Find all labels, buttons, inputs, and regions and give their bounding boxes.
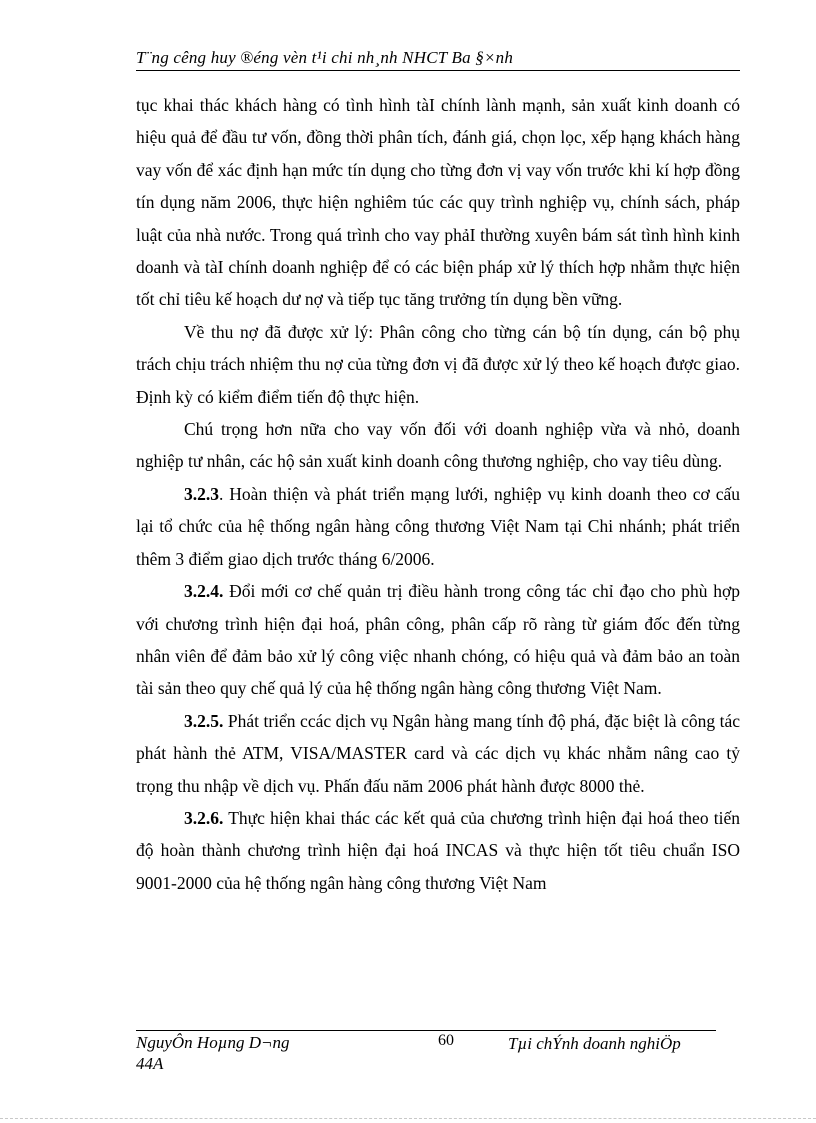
section-text-3-2-5: Phát triển ccác dịch vụ Ngân hàng mang tính độ phá, đặc biệt là công tác phát hành thẻ ATM, VISA/MASTER card và các dịch vụ khác nhằm nâng cao tỷ trọng thu nhập về dịch vụ. Phấn đấu năm 2006 phát hành được 8000 thẻ. xyxy=(136,710,740,796)
paragraph-1: tục khai thác khách hàng có tình hình tàI chính lành mạnh, sản xuất kinh doanh có hiệu quả để đầu tư vốn, đồng thời phân tích, đánh giá, chọn lọc, xếp hạng khách hàng vay vốn để xác định hạn mức tín dụng cho từng đơn vị vay vốn trước khi kí hợp đồng tín dụng năm 2006, thực hiện nghiêm túc các quy trình nghiệp vụ, chính sách, pháp luật của nhà nước. Trong quá trình cho vay phảI thường xuyên bám sát tình hình kinh doanh và tàI chính doanh nghiệp để có các biện pháp xử lý thích hợp nhằm thực hiện tốt chỉ tiêu kế hoạch dư nợ và tiếp tục tăng trưởng tín dụng bền vững. xyxy=(136,95,740,310)
section-number-3-2-4: 3.2.4. xyxy=(184,581,224,602)
section-number-3-2-6: 3.2.6. xyxy=(184,807,224,828)
document-body xyxy=(136,89,740,899)
section-number-3-2-5: 3.2.5. xyxy=(184,710,224,731)
paragraph-section-3-2-5 xyxy=(136,705,740,802)
paragraph-section-3-2-3 xyxy=(136,478,740,575)
footer-subject: Tµi chÝnh doanh nghiÖp xyxy=(508,1034,681,1053)
paragraph-3: Chú trọng hơn nữa cho vay vốn đối với doanh nghiệp vừa và nhỏ, doanh nghiệp tư nhân, các hộ sản xuất kinh doanh công thương nghiệp, cho vay tiêu dùng. xyxy=(136,419,740,472)
section-number-3-2-3: 3.2.3 xyxy=(184,483,219,504)
page-number: 60 xyxy=(438,1032,454,1049)
page-bottom-border xyxy=(0,1118,816,1119)
section-text-3-2-4: Đổi mới cơ chế quản trị điều hành trong công tác chỉ đạo cho phù hợp với chương trình hiện đại hoá, phân công, phân cấp rõ ràng từ giám đốc đến từng nhân viên để đảm bảo xử lý công việc nhanh chóng, có hiệu quả và đảm bảo an toàn tài sản theo quy chế quả lý của hệ thống ngân hàng công thương Việt Nam. xyxy=(136,581,740,699)
paragraph-2: Về thu nợ đã được xử lý: Phân công cho từng cán bộ tín dụng, cán bộ phụ trách chịu trách nhiệm thu nợ của từng đơn vị đã được xử lý theo kế hoạch được giao. Định kỳ có kiểm điểm tiến độ thực hiện. xyxy=(136,321,740,407)
footer-author: NguyÔn Hoµng D¬ng 44A xyxy=(136,1033,290,1073)
paragraph-section-3-2-6 xyxy=(136,802,740,899)
section-text-3-2-3: . Hoàn thiện và phát triển mạng lưới, nghiệp vụ kinh doanh theo cơ cấu lại tổ chức của hệ thống ngân hàng công thương Việt Nam tại Chi nhánh; phát triển thêm 3 điểm giao dịch trước tháng 6/2006. xyxy=(136,483,740,569)
footer-divider xyxy=(136,1030,716,1031)
paragraph-section-3-2-4 xyxy=(136,575,740,705)
section-text-3-2-6: Thực hiện khai thác các kết quả của chương trình hiện đại hoá theo tiến độ hoàn thành chương trình hiện đại hoá INCAS và thực hiện tốt tiêu chuẩn ISO 9001-2000 của hệ thống ngân hàng công thương Việt Nam xyxy=(136,807,740,893)
running-header: T¨ng cêng huy ®éng vèn t¹i chi nh¸nh NHCT Ba §×nh xyxy=(136,48,514,67)
header-divider xyxy=(136,70,740,71)
